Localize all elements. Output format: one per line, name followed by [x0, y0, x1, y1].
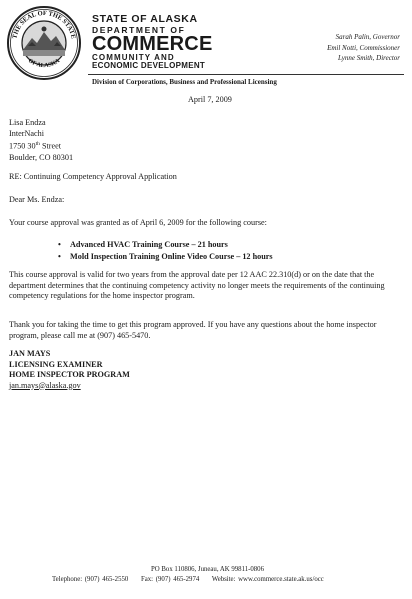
- footer-fax: Fax: (907) 465-2974: [140, 576, 200, 583]
- subject-line: RE: Continuing Competency Approval Application: [9, 172, 177, 181]
- salutation: Dear Ms. Endza:: [9, 195, 65, 204]
- community-and: COMMUNITY AND: [92, 53, 175, 62]
- list-item: • Advanced HVAC Training Course – 21 hours: [58, 239, 273, 251]
- seal-text-bottom: OF ALASKA: [26, 58, 62, 70]
- director: Lynne Smith, Director: [338, 54, 400, 62]
- signer-email-link[interactable]: jan.mays@alaska.gov: [9, 380, 81, 390]
- course-list: [58, 239, 273, 263]
- economic-development: ECONOMIC DEVELOPMENT: [92, 61, 206, 70]
- street-number: 1750 30: [9, 141, 36, 151]
- recipient-address: [9, 118, 73, 163]
- footer-telephone: Telephone: (907) 465-2550: [52, 576, 129, 583]
- state-seal-icon: [6, 5, 82, 81]
- footer-address: PO Box 110806, Juneau, AK 99811-0806: [151, 566, 264, 573]
- agency-header: [92, 14, 213, 70]
- header-divider: [88, 74, 404, 75]
- footer-contacts: [52, 576, 334, 583]
- street-suffix: th: [35, 141, 40, 148]
- signature-block: [9, 349, 130, 391]
- division-name: Division of Corporations, Business and Professional Licensing: [92, 78, 277, 86]
- paragraph-approval: Your course approval was granted as of April 6, 2009 for the following course:: [9, 218, 267, 227]
- recipient-name: Lisa Endza: [9, 118, 46, 127]
- governor: Sarah Palin, Governor: [335, 33, 400, 41]
- state-name: STATE OF ALASKA: [92, 13, 198, 25]
- signer-program: HOME INSPECTOR PROGRAM: [9, 370, 130, 379]
- department-of: DEPARTMENT OF: [92, 24, 186, 35]
- signer-name: JAN MAYS: [9, 349, 51, 358]
- paragraph-validity: This course approval is valid for two years from the approval date per 12 AAC 22.310(d) or on the date that the department determines that the continuing competency activity no longer meets the requirements of the continuing competency regulations for the home inspector program.: [9, 270, 385, 301]
- recipient-street: [9, 139, 73, 152]
- footer-website-link[interactable]: Website: www.commerce.state.ak.us/occ: [211, 576, 324, 583]
- commissioner: Emil Notti, Commissioner: [327, 43, 400, 52]
- street-name: Street: [39, 141, 62, 151]
- recipient-org: InterNachi: [9, 128, 45, 138]
- recipient-city: Boulder, CO 80301: [9, 152, 74, 162]
- seal-text-top: THE SEAL OF THE STATE: [11, 9, 77, 40]
- letter-date: April 7, 2009: [188, 95, 232, 104]
- department-name: COMMERCE: [92, 33, 213, 55]
- list-item: • Mold Inspection Training Online Video Course – 12 hours: [58, 251, 273, 263]
- officials-list: [327, 32, 400, 64]
- paragraph-thanks: Thank you for taking the time to get this program approved. If you have any questions about the home inspector program, please call me at (907) 465-5470.: [9, 320, 377, 340]
- signer-title: LICENSING EXAMINER: [9, 359, 103, 369]
